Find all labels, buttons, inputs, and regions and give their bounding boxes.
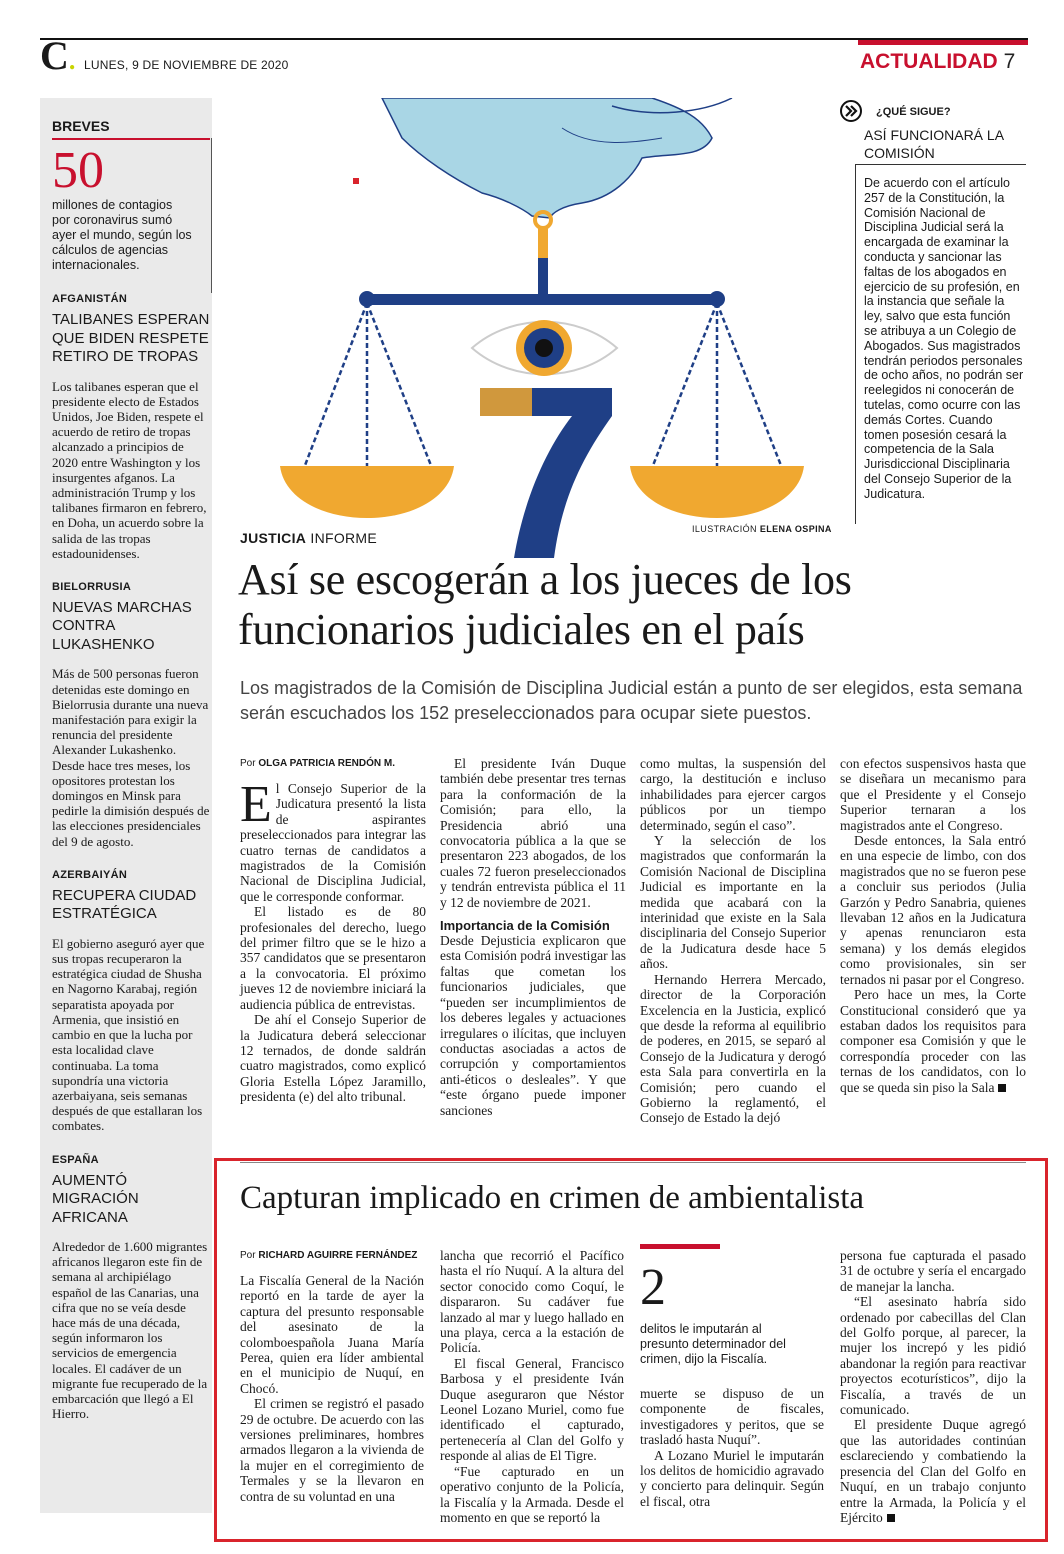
paragraph: “El asesinato habría sido ordenado por cabecillas del Clan del Golfo porque, al parecer, la mujer los increpó y les pidió abandonar la región para reactivar proyectos ecoturísticos”, dijo la Fiscalía, a través de un comunicado.	[840, 1294, 1026, 1418]
paragraph: con efectos suspensivos hasta que se diseñara un mecanismo para que el Presidente y el Consejo Superior ternaran a los magistrados ante el Congreso.	[840, 756, 1026, 833]
brief-kicker: AFGANISTÁN	[52, 293, 128, 305]
brief-kicker: ESPAÑA	[52, 1153, 99, 1166]
brief-item	[52, 1154, 210, 1422]
article-column-3	[640, 756, 826, 1126]
paragraph: El crimen se registró el pasado 29 de octubre. De acuerdo con las versiones preliminares, hombres armados llegaron a la vivienda de la mujer en el corregimiento de Termales y se la llevaron en contra de su voluntad en una	[240, 1396, 424, 1504]
brief-body: Los talibanes esperan que el presidente electo de Estados Unidos, Joe Biden, respete el acuerdo de retiro de tropas alcanzado a principios de 2020 entre Washington y los insurgentes afganos. La administración Trump y los talibanes firmaron en febrero, en Doha, un acuerdo sobre la salida de las tropas estadounidenses.	[52, 378, 207, 561]
paragraph: Y la selección de los magistrados que conformarán la Comisión Nacional de Disciplina Judicial es importante en la medida que acabará con la interinidad que existe en la Sala disciplinaria del Consejo Superior de la Judicatura desde hace 5 años.	[640, 833, 826, 972]
que-sigue-rule	[856, 164, 1026, 165]
brief-kicker: BIELORRUSIA	[52, 580, 132, 593]
paragraph: Desde Dejusticia explicaron que esta Comisión podrá investigar las faltas que cometan los funcionarios judiciales, que “pueden ser incumplimientos de los deberes legales y actuaciones irregulares o ilícitas, que incluyen conductas asociadas a actos de corrupción y comportamientos anti-éticos o desleales”. Y que “este órgano puede imponer sanciones	[440, 933, 626, 1118]
right-pan	[630, 466, 804, 518]
paragraph: l Consejo Superior de la Judicatura presentó la lista de aspirantes preseleccionados para integrar las cuatro ternas de candidatos a magistrados de la Comisión Nacional de Disciplina Judicial, que le corresponde conformar.	[240, 781, 426, 904]
brief-item	[52, 869, 210, 1134]
section-accent-bar	[858, 40, 1028, 45]
paragraph: El presidente Iván Duque también debe presentar tres ternas para la conformación de la Comisión; para ello, la Presidencia abrió una convocatoria pública a la que se presentaron 223 abogados, de los cuales 72 fueron preseleccionados y tendrán entrevista pública el 11 y 12 de noviembre de 2021.	[440, 756, 626, 910]
edition-date: LUNES, 9 DE NOVIEMBRE DE 2020	[84, 58, 289, 72]
que-sigue-kicker: ¿QUÉ SIGUE?	[876, 106, 951, 118]
end-mark	[887, 1514, 895, 1522]
brief-title: RECUPERA CIUDAD ESTRATÉGICA	[52, 886, 197, 923]
paragraph: “Fue capturado en un operativo conjunto de la Policía, la Fiscalía y la Armada. Desde el momento en que se reportó la	[440, 1463, 624, 1525]
left-pan	[280, 466, 454, 518]
article-subhead: Importancia de la Comisión	[440, 918, 610, 934]
hand-shape	[382, 98, 712, 218]
brief-item	[52, 581, 210, 849]
que-sigue-divider	[855, 164, 856, 524]
paragraph: El presidente Duque agregó que las autoridades continúan esclareciendo y combatiendo la presencia del Clan del Golfo en Nuquí, en un trabajo conjunto entre la Armada, la Policía y el Ejército	[840, 1417, 1026, 1525]
article-column-4	[840, 756, 1026, 1095]
article-column-2	[440, 756, 626, 1118]
paragraph: lancha que recorrió el Pacífico hasta el río Nuquí. A la altura del sector conocido como Coquí, le dispararon. Su cadáver fue lanzado al mar y luego hallado en una playa, cerca a la estación de Policía.	[440, 1248, 624, 1356]
brief-title: TALIBANES ESPERAN QUE BIDEN RESPETE RETIRO DE TROPAS	[52, 311, 210, 365]
brief-body: El gobierno aseguró ayer que sus tropas recuperaron la estratégica ciudad de Shusha en Nagorno Karabaj, región separatista apoyada por Armenia, que insistió en cambio en que la lucha por esta localidad clave continuaba. La toma supondría una victoria azerbaiyana, seis semanas después de que estallaran los combates.	[52, 935, 205, 1134]
second-article-headline: Capturan implicado en crimen de ambientalista	[240, 1180, 865, 1216]
article-column-1	[240, 758, 426, 1105]
paragraph: A Lozano Muriel le imputarán los delitos de homicidio agravado y concierto para delinquir. Según el fiscal, otra	[640, 1447, 824, 1509]
section-title: ACTUALIDAD 7	[860, 50, 1016, 73]
sidebar-title-rule	[52, 138, 210, 140]
paragraph: De ahí el Consejo Superior de la Judicatura deberá seleccionar 12 ternados, de donde saldrán cuatro magistrados, como explicó Gloria Estella López Jaramillo, presidenta (e) del alto tribunal.	[240, 1012, 426, 1105]
paragraph: La Fiscalía General de la Nación reportó en la tarde de ayer la captura del presunto responsable del asesinato de la colomboespañola Juana María Perea, quien era líder ambiental en el municipio de Nuquí, en Chocó.	[240, 1273, 424, 1396]
end-mark	[998, 1084, 1006, 1092]
brief-title: NUEVAS MARCHAS CONTRA LUKASHENKO	[52, 598, 192, 653]
second-article-column-1	[240, 1250, 424, 1504]
article-byline: Por OLGA PATRICIA RENDÓN M.	[240, 758, 396, 769]
que-sigue-title: ASÍ FUNCIONARÁ LA COMISIÓN	[864, 127, 1004, 161]
brief-kicker: AZERBAIYÁN	[52, 868, 128, 881]
brief-title: AUMENTÓ MIGRACIÓN AFRICANA	[52, 1171, 139, 1226]
stat-caption: delitos le imputarán al presunto determinador del crimen, dijo la Fiscalía.	[640, 1322, 786, 1366]
brief-body: Más de 500 personas fueron detenidas este domingo en Bielorrusia durante una nueva manifestación para exigir la renuncia del presidente Alexander Lukashenko. Desde hace tres meses, los opositores protestan los domingos en Minsk para pedirle la dimisión después de las elecciones presidenciales del 9 de agosto.	[52, 666, 210, 849]
second-article-column-2	[440, 1248, 624, 1525]
drop-cap: E	[240, 776, 272, 833]
justice-scale-illustration	[232, 98, 838, 558]
paragraph: El listado es de 80 profesionales del derecho, luego del primer filtro que se le hizo a 357 candidatos que se presentaron a la convocatoria. El próximo jueves 12 de noviembre iniciará la audiencia pública de entrevistas.	[240, 904, 426, 1012]
que-sigue-body: De acuerdo con el artículo 257 de la Constitución, la Comisión Nacional de Disciplina Judicial será la encargada de examinar la conducta y sancionar las faltas de los abogados en ejercicio de su profesión, en la instancia que señale la ley, salvo que esta función se atribuya a un Colegio de Abogados. Sus magistrados tendrán periodos personales de ocho años, no podrán ser reelegidos ni conocerán de tutelas, como ocurre con las demás Cortes. Cuando tomen posesión cesará la competencia de la Sala Jurisdiccional Disciplinaria del Consejo Superior de la Judicatura.	[864, 176, 1024, 501]
article-headline: Así se escogerán a los jueces de los funcionarios judiciales en el país	[238, 555, 852, 654]
brief-item	[52, 293, 210, 561]
paragraph: muerte se dispuso de un componente de fiscales, investigadores y peritos, que se trasladó hasta Nuquí”.	[640, 1386, 824, 1448]
second-article-byline: Por RICHARD AGUIRRE FERNÁNDEZ	[240, 1250, 418, 1261]
paragraph: Hernando Herrera Mercado, director de la Corporación Excelencia en la Justicia, explicó que desde la reforma al equilibrio de poderes, en 2015, se separó al Consejo de la Judicatura y derogó esta Sala para convertirla en la Comisión; pero cuando el Gobierno la reglamentó, el Consejo de Estado la dejó	[640, 971, 826, 1126]
paragraph: Pero hace un mes, la Corte Constitucional consideró que ya estaban dados los requisitos para componer esa Comisión y que le correspondía proceder con las ternas de los candidatos, con lo que se queda sin piso la Sala	[840, 987, 1026, 1095]
sidebar-big-number: 50	[52, 142, 104, 199]
sidebar-divider	[211, 138, 212, 293]
paragraph: persona fue capturada el pasado 31 de octubre y sería el encargado de manejar la lancha.	[840, 1248, 1026, 1294]
page-number: 7	[1003, 50, 1016, 73]
sidebar-big-number-text: millones de contagios por coronavirus sumó ayer el mundo, según los cálculos de agencias internacionales.	[52, 198, 192, 272]
stat-accent-rule	[640, 1244, 720, 1249]
article-dek: Los magistrados de la Comisión de Disciplina Judicial están a punto de ser elegidos, esta semana serán escuchados los 152 preseleccionados para ocupar siete puestos.	[240, 678, 1023, 723]
stat-number: 2	[640, 1259, 666, 1316]
sidebar-title: BREVES	[52, 118, 110, 134]
breves-sidebar	[40, 98, 212, 1513]
illustration-credit: ILUSTRACIÓN ELENA OSPINA	[692, 524, 832, 534]
second-article-column-4	[840, 1248, 1026, 1525]
article-kicker: JUSTICIA INFORME	[240, 530, 378, 546]
newspaper-logo: C.	[40, 33, 76, 78]
second-article-column-3	[640, 1386, 824, 1509]
double-chevron-icon	[840, 100, 862, 122]
paragraph: como multas, la suspensión del cargo, la destitución e incluso inhabilidades para ejercer cargos públicos por un tiempo determinado, según el caso”.	[640, 756, 826, 833]
paragraph: El fiscal General, Francisco Barbosa y el presidente Iván Duque aseguraron que Néstor Leonel Lozano Muriel, como fue identificado el capturado, pertenecería al Clan del Golfo y responde al alias de El Tigre.	[440, 1355, 624, 1464]
paragraph: Desde entonces, la Sala entró en una especie de limbo, con dos magistrados que no se fueron pese a concluir sus periodos (Julia Garzón y Pedro Sanabria, quienes llevaban 12 años en la Judicatura y apenas renunciaron esta semana) y los demás elegidos como provisionales, sin ser ternados ni pasar por el Congreso.	[840, 833, 1026, 987]
brief-body: Alrededor de 1.600 migrantes africanos llegaron este fin de semana al archipiélago español de las Canarias, una cifra que no se veía desde hace más de una década, según informaron los servicios de emergencia locales. El cadáver de un migrante fue recuperado de la embarcación que llegó a El Hierro.	[52, 1239, 208, 1422]
